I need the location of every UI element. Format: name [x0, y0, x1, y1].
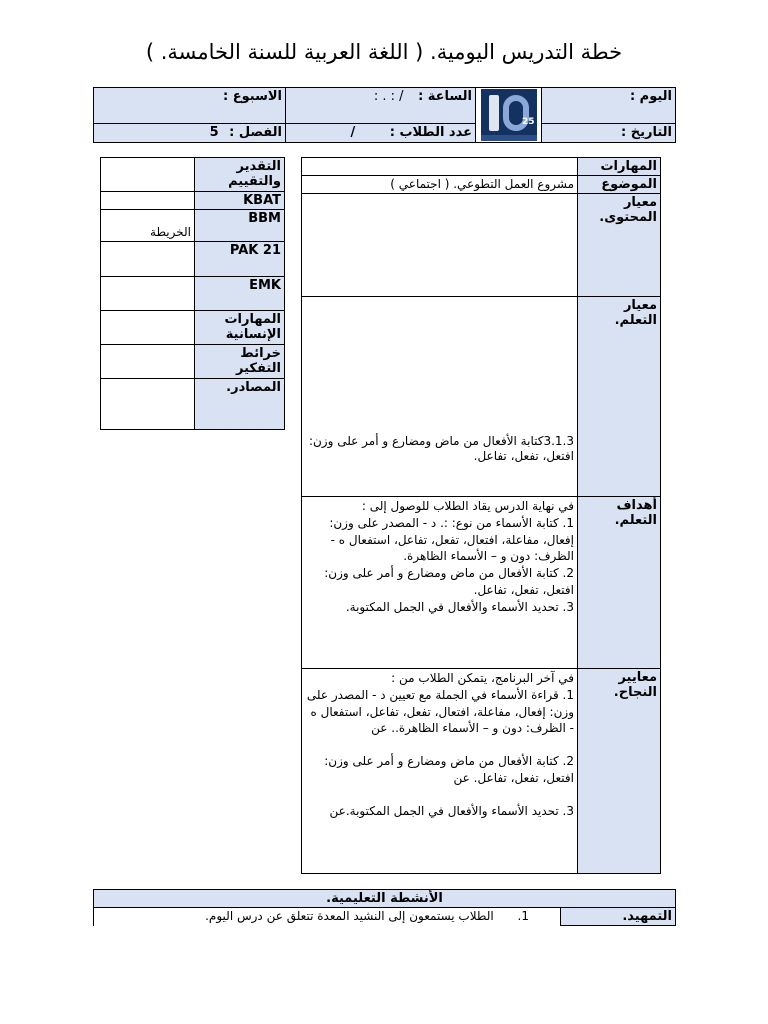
sources-value [101, 379, 195, 430]
success-item: 1. قراءة الأسماء في الجملة مع تعيين د - المصدر على وزن: إفعال، مفاعلة، افتعال، تفعل، تفاعل، استفعال ه - الظرف: دون و – الأسماء الظاهرة.. عن [306, 687, 574, 736]
objective-item: 2. كتابة الأفعال من ماض ومضارع و أمر على وزن: افتعل، تفعل، تفاعل. [324, 566, 574, 597]
date-cell [542, 123, 676, 142]
students-cell [286, 123, 476, 142]
school-logo: 25 [480, 88, 538, 142]
logo-cell [476, 88, 542, 143]
objectives-label: أهداف التعلم. [578, 497, 661, 669]
class-value: 5 [209, 124, 219, 140]
kbat-value [101, 192, 195, 210]
time-label: الساعة : [418, 89, 472, 104]
class-label: الفصل : [229, 124, 282, 140]
kbat-label: KBAT [195, 192, 285, 210]
lesson-table [301, 157, 661, 874]
students-label: عدد الطلاب : [389, 124, 472, 140]
thinking-maps-value [101, 345, 195, 379]
thinking-maps-label: خرائط التفكير [195, 345, 285, 379]
pak21-label: PAK 21 [195, 242, 285, 277]
topic-value: مشروع العمل التطوعي. ( اجتماعي ) [302, 176, 578, 194]
success-criteria-label: معايير النجاح. [578, 669, 661, 874]
success-intro: في آخر البرنامج، يتمكن الطلاب من : [391, 671, 574, 685]
day-cell [542, 88, 676, 124]
week-cell [94, 88, 286, 124]
skills-value [302, 158, 578, 176]
success-criteria-cell [302, 669, 578, 874]
objectives-cell [302, 497, 578, 669]
intro-cell [94, 908, 561, 926]
content-standard-value [302, 194, 578, 297]
bbm-label: BBM [195, 210, 285, 242]
emk-value [101, 277, 195, 311]
time-value: / : . : [373, 89, 404, 104]
success-item: 3. تحديد الأسماء والأفعال في الجمل المكتوبة.عن [329, 803, 574, 818]
side-table [100, 157, 285, 430]
learning-standard-value: 3.1.3كتابة الأفعال من ماض ومضارع و أمر على وزن: افتعل، تفعل، تفاعل. [302, 297, 578, 497]
objective-item: 1. كتابة الأسماء من نوع: :. د - المصدر على وزن: إفعال، مفاعلة، افتعال، تفعل، تفاعل، استفعال ه - الظرف: دون و – الأسماء الظاهرة. [329, 515, 574, 564]
assessment-value [101, 158, 195, 192]
sources-label: المصادر. [195, 379, 285, 430]
students-value: / [350, 124, 356, 140]
page-title: خطة التدريس اليومية. ( اللغة العربية للسنة الخامسة. ) [145, 40, 623, 64]
class-cell [94, 123, 286, 142]
pak21-value [101, 242, 195, 277]
intro-label: التمهيد. [561, 908, 676, 926]
day-label: اليوم : [629, 89, 672, 104]
learning-standard-label: معيار التعلم. [578, 297, 661, 497]
intro-num: 1. [517, 909, 530, 923]
human-skills-label: المهارات الإنسانية [195, 311, 285, 345]
topic-label: الموضوع [578, 176, 661, 194]
activities-table [93, 889, 676, 926]
date-label: التاريخ : [621, 124, 672, 140]
objectives-intro: في نهاية الدرس يقاد الطلاب للوصول إلى : [361, 499, 574, 513]
human-skills-value [101, 311, 195, 345]
time-cell [286, 88, 476, 124]
activities-header: الأنشطة التعليمية. [94, 890, 676, 908]
success-item: 2. كتابة الأفعال من ماض ومضارع و أمر على وزن: افتعل، تفعل، تفاعل. عن [324, 754, 574, 785]
bbm-value: الخريطة [101, 210, 195, 242]
intro-value: الطلاب يستمعون إلى النشيد المعدة تتعلق عن درس اليوم. [205, 909, 494, 923]
content-standard-label: معيار المحتوى. [578, 194, 661, 297]
skills-label: المهارات [578, 158, 661, 176]
header-table [93, 87, 676, 143]
week-label: الاسبوع : [223, 89, 282, 104]
objective-item: 3. تحديد الأسماء والأفعال في الجمل المكتوبة. [345, 599, 574, 614]
emk-label: EMK [195, 277, 285, 311]
assessment-label: التقدير والتقييم [195, 158, 285, 192]
